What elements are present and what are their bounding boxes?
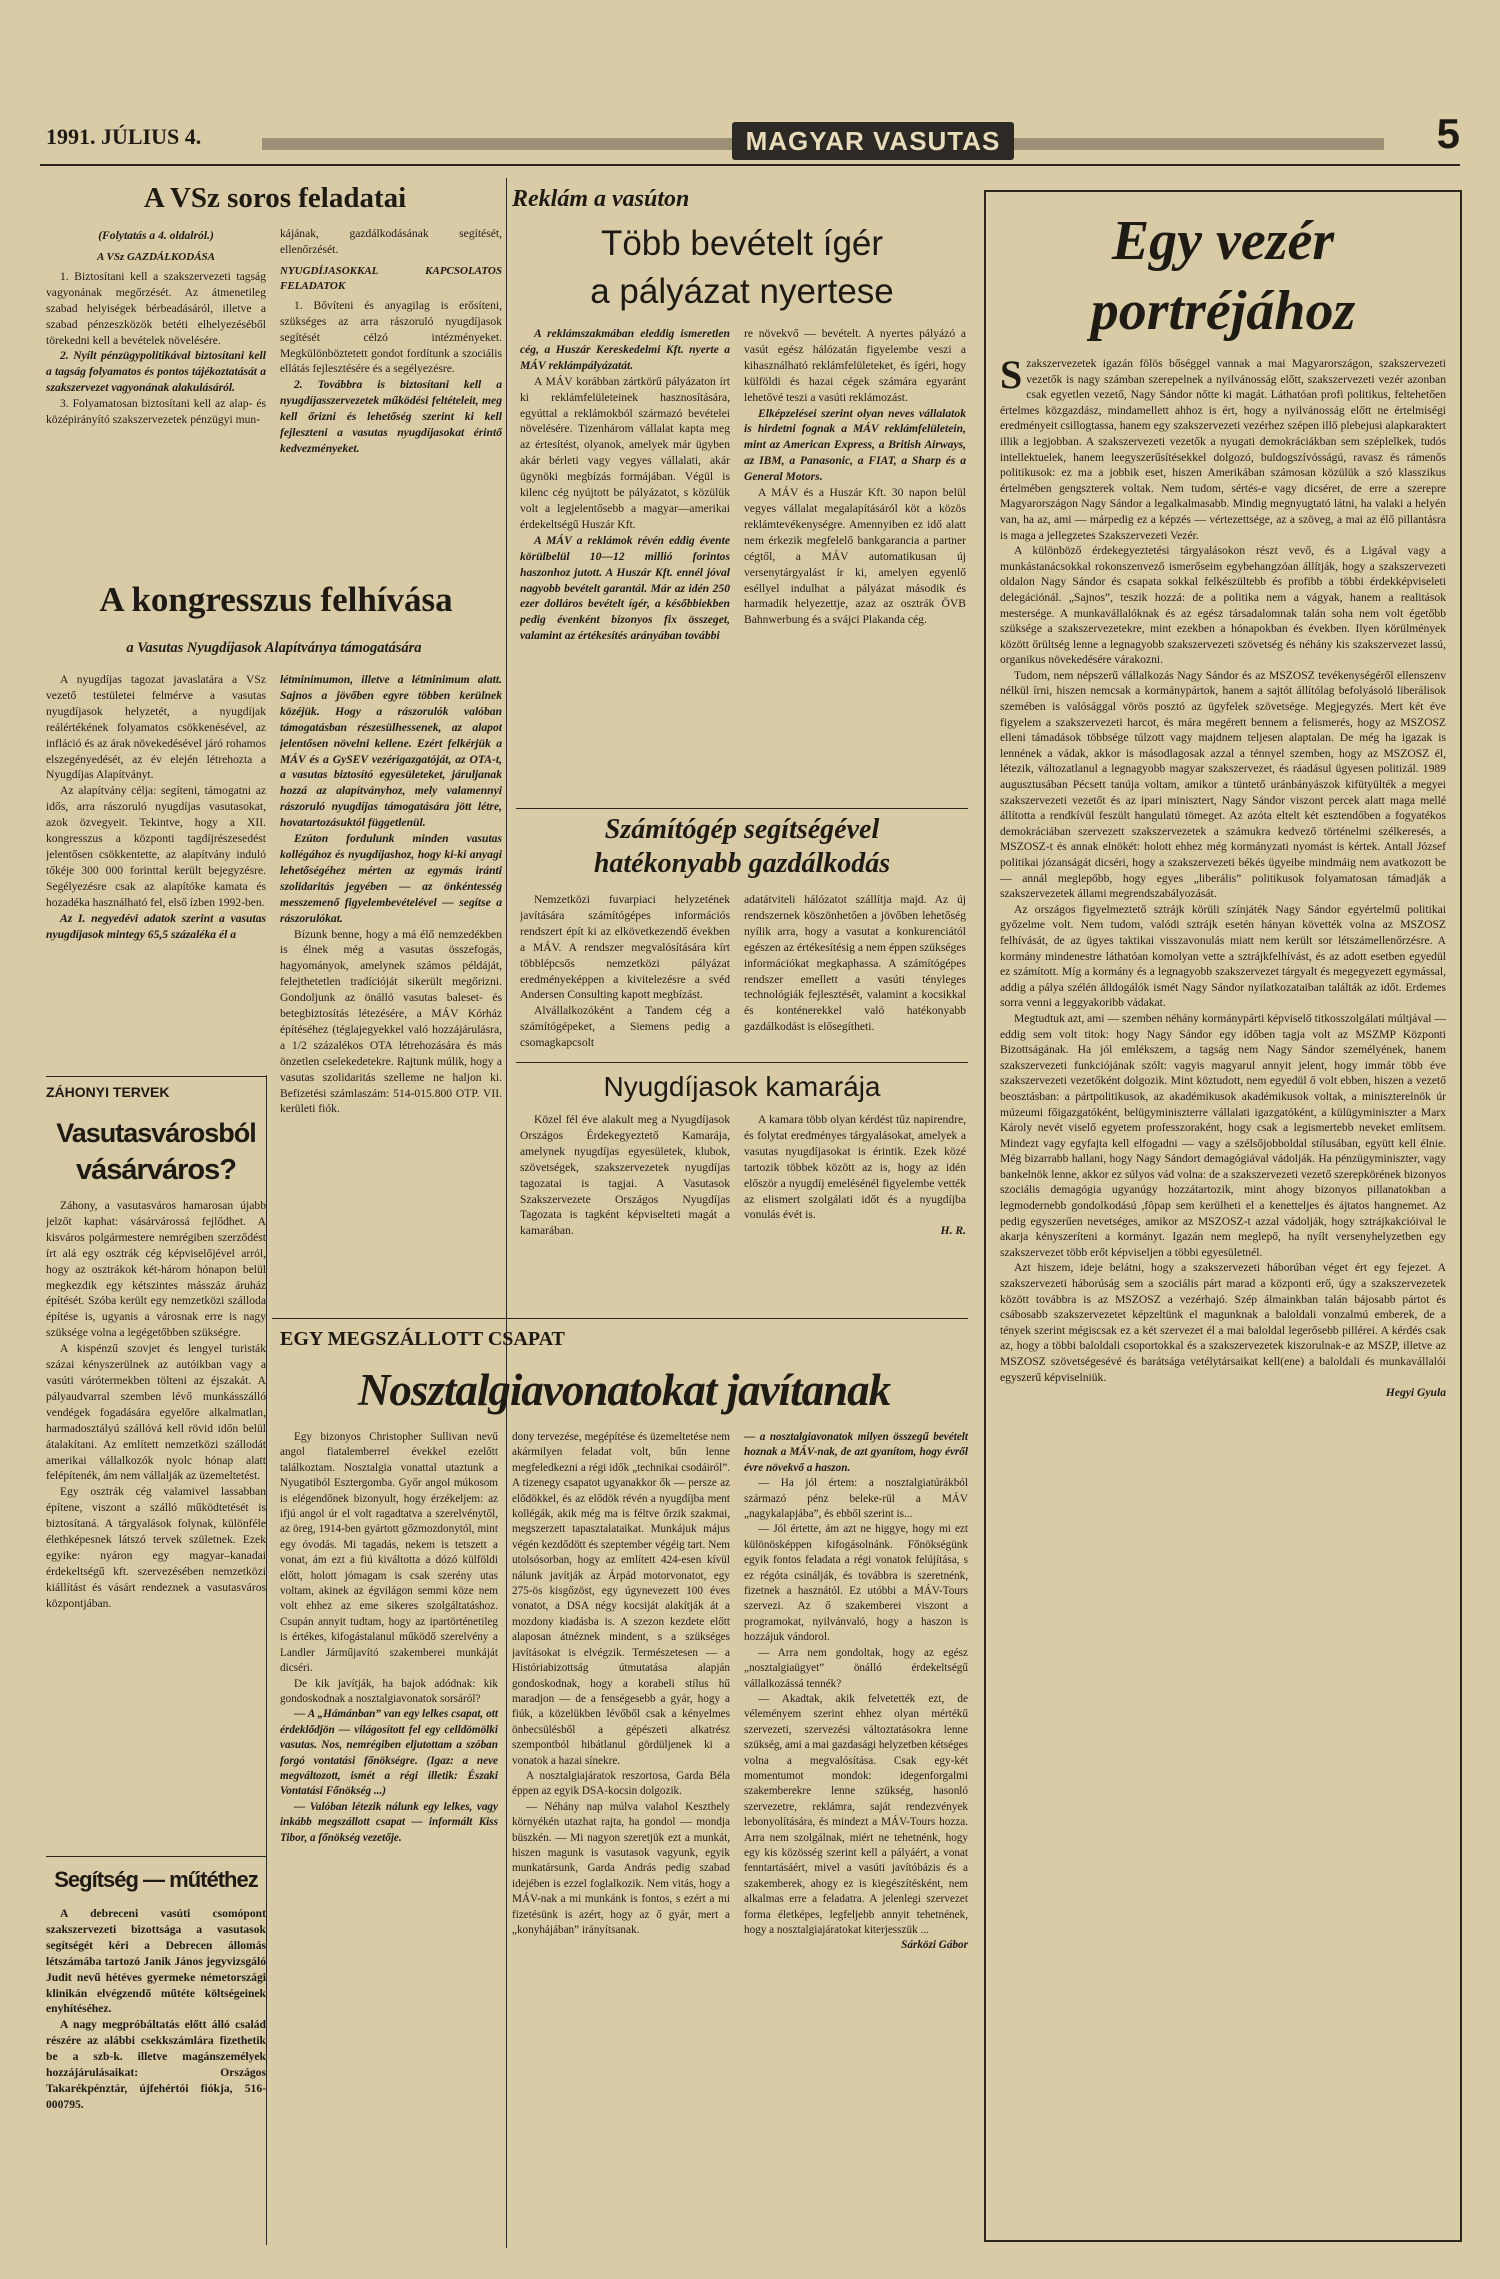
article1-col2-p2: 1. Bővíteni és anyagilag is erősíteni, szükséges az arra rászoruló nyugdíjasok segítését célzó intézményeket. Megkülönböztetett gondot fordítunk a szociális ellátás fejlesztésére és a segélyezésre. — [280, 298, 502, 376]
article8-column-1 — [280, 1430, 498, 2240]
article1-column-2 — [280, 226, 502, 536]
issue-date: 1991. JÚLIUS 4. — [46, 124, 202, 149]
article5-col1-p1: A reklámszakmában eleddig ismeretlen cég, a Huszár Kereskedelmi Kft. nyerte a MÁV reklámpályázatát. — [520, 327, 730, 372]
article1-col2-p3: 2. Továbbra is biztosítani kell a nyugdíjasszervezetek működési feltételeit, meg kell őrizni és lehetőség szerint ki kell fejleszteni a vasutas nyugdíjasokat érintő kedvezményeket. — [280, 378, 502, 455]
article8-col3-p3: — Jól értette, ám azt ne higgye, hogy mi ezt különösképpen kifogásolnánk. Főnökségünk egyik fontos feladata a régi vonatok felújítása, s ez régóta csinálják, és továbbra is szeretnénk, fizetnek a hasznától. Ez utóbbi a MÁV-Tours szervezi. Az ő szakemberei viszont a programokat, nyilvánvaló, hogy a haszon is hozzájuk vándorol. — [744, 1523, 968, 1644]
header-rule-left — [262, 138, 732, 150]
article8-col3-p5: — Akadtak, akik felvetették ezt, de véleményem szerint ehhez olyan mértékű szervezeti, szervezési változtatásokra lenne szükség, ami a mai gazdasági helyzetben kétséges volna a megvalósítása. Csak egy-két momentumot mondok: idegenforgalmi szakemberekre lenne szükség, hasonló szervezetre, reklámra, saját rendezvények lebonyolítására, és mindezt a MÁV-Tours hozza. Arra nem szolgálnak, miért ne tehetnénk, hogy egy kis közösség szerint kell a pályáért, a vonat fenntartásáért, mivel a vasúti javítóbázis és a szakemberek, ahogy ez is kiegészítésként, nem alkalmas erre a feladatra. A jelenlegi szervezet forma életképes, legfeljebb annyit tehetnének, hogy a nosztalgiajáratokat kiterjesszük ... — [744, 1692, 968, 1936]
article6-col1-p2: Alvállalkozóként a Tandem cég a számítógépeket, a Siemens pedig a csomagkapcsolt — [520, 1004, 730, 1050]
header-divider — [40, 164, 1460, 166]
article8-column-3 — [744, 1430, 968, 2240]
article1-subhead-2: NYUGDÍJASOKKAL KAPCSOLATOS FELADATOK — [280, 264, 502, 292]
article5-column-1 — [520, 326, 730, 800]
article5-title-line2: a pályázat nyertese — [590, 272, 894, 311]
article8-col2-p2: A nosztalgiajáratok reszortosa, Garda Béla éppen az egyik DSA-kocsin dolgozik. — [512, 1769, 730, 1798]
article3-title-line1: Vasutasvárosból — [56, 1118, 256, 1148]
article9-p6: Azt hiszem, ideje belátni, hogy a szakszervezeti háborúban véget ért egy fejezet. A szakszervezeti háborúság sem a szociális párt marad a központi erő, úgy a szakszervezetek között továbbra is az MSZOSZ a vezérhajó. Szép álmainkban talán bájosabb pártot és csábosabb szakszervezetet képzeltünk el magunknak a baloldali vonzalmú emberek, de a tények szerint mégiscsak ez a két szervezet él a mai baloldal legerősebb pillérei. A kérdés csak az, hogy a többi baloldali csoportokkal és a szakszervezetek kiszorulnak-e az MSZP, illetve az MSZOSZ szövetségesévé és barátsága vetélytársaikat kell(ene) a baloldali és munkavállalói egyszerű képviselniük. — [1000, 1261, 1446, 1384]
article1-subhead-1: A VSz GAZDÁLKODÁSA — [97, 250, 215, 263]
article2-col1-p1: A nyugdíjas tagozat javaslatára a VSz vezető testületei felmérve a vasutas nyugdíjasok helyzetét, a nyugdíjak reálértékének folyamatos csökkenésével, az infláció és az árak növekedésével járó rohamos elszegényedését, az év elején létrehozta a Nyugdíjas Alapítványt. — [46, 673, 266, 782]
article8-col3-p1: — a nosztalgiavonatok milyen összegű bevételt hoznak a MÁV-nak, de azt gyanítom, hogy évről évre növekvő a haszon. — [744, 1431, 968, 1474]
article6-col2-p1: adatátviteli hálózatot szállítja majd. Az új rendszernek köszönhetően a jövőben lehetőség nyílik arra, hogy a vasutat a konkurenciától egészen az értékesítésig a nem éppen szükséges információkat megkaphassa. A számítógépes rendszer emellett a vasúti tényleges technológiák fejlesztését, valamint a kocsikkal és konténerekkel való hatékonyabb gazdálkodást is elősegítheti. — [744, 893, 966, 1034]
article9-body — [1000, 356, 1446, 2226]
article2-title: A kongresszus felhívása — [99, 580, 453, 619]
article8-kicker: EGY MEGSZÁLLOTT CSAPAT — [280, 1328, 565, 1350]
article2-col1-p3: Az I. negyedévi adatok szerint a vasutas nyugdíjasok mintegy 65,5 százaléka él a — [46, 911, 266, 941]
article2-col2-p1: létminimumon, illetve a létminimum alatt. Sajnos a jövőben egyre többen kerülnek közéjük. Hogy a rászorulók valóban támogatásban részesülhessenek, az alapot jelentősen növelni kellene. Ezért felkérjük a MÁV és a GySEV vezérigazgatóját, az OTA-t, a vasutas biztosító egyesületeket, járuljanak hozzá az alapítványhoz, mely valamennyi rászoruló nyugdíjas támogatására jött létre, hovatartozásuktól függetlenül. — [280, 673, 502, 830]
article1-continued: (Folytatás a 4. oldalról.) — [98, 229, 214, 242]
article5-col2-p1: re növekvő — bevételt. A nyertes pályázó a vasút egész hálózatán figyelembe veszi a kihasználható reklámfelületeket, és ígéri, hogy külföldi és hazai cégek számára egyaránt lehetővé teszi a vasúti reklámozást. — [744, 327, 966, 404]
article9-p1: zakszervezetek igazán fölös bőséggel vannak a mai Magyarországon, szakszervezeti vezetők is nagy számban szerepelnek a nyilvánosság előtt, szakszervezeti vezér azonban csak egyetlen vezető, Nagy Sándor nőtte ki magát. Láthatóan profi politikus, feltehetően értelmes közgazdász, mindamellett ahhoz is ért, hogy a nyilvánosság előtt ne értelmiségi eredményeit csillogtassa, hanem egy szakszervezeti vezérhez szépen illő plebejusi alapkaraktert illik a legjobban. A szakszervezeti vezetők a nyugati demokráciákban sem széplelkek, tudós intellektuelek, hanem leegyszerűsítésekkel dolgozó, buldogszívósságú, ravasz és rámenős politikusok: ez ma a jobbik eset, hiszen Amerikában számosan közülük a szó klasszikus értelmében gengszterek voltak. Nem tudom, sértés-e vagy dicséret, de erre a szerepre Magyarországon Nagy Sándor a legalkalmasabb. Mindig megnyugtató látni, ha valaki a helyén van, ha az, ami — márpedig ez a képzés — vértezettsége, az a szöveg, a mai az élő pillantásra is maga a jellegzetes Szakszervezeti Vezér. — [1000, 357, 1446, 542]
article6-rule — [516, 808, 968, 809]
article7-col2-p1: A kamara több olyan kérdést tűz napirendre, és folytat eredményes tárgyalásokat, amelyek a vasutas nyugdíjasokat is érintik. Ezek közé tartozik többek között az is, hogy az idén először a nyugdíj emelésénél figyelembe vették az elismert szolgálati időt és a nyugdíjba vonulás évét is. — [744, 1113, 966, 1222]
article4-p1: A debreceni vasúti csomópont szakszervezeti bizottsága a vasutasok segítségét kéri a Debrecen állomás létszámába tartozó Janik János jegyvizsgáló Judit nevű hétéves gyermeke németországi klinikán elvégzendő műtéte költségeinek enyhítéséhez. — [46, 1907, 266, 2016]
article9-p2: A különböző érdekegyeztetési tárgyalásokon részt vevő, és a Ligával vagy a munkástanácsokkal rokonszenvező ismerőseim egybehangzóan állítják, hogy a szakszervezeti oldalon Nagy Sándor és csapata sokkal felkészültebb és profibb a többi érdekképviseleti delegációnál. „Sajnos”, teszik hozzá: de a politika nem a vágyak, hanem a realitások mestersége. A munkavállalóknak és az egész társadalomnak talán soha nem volt égetőbb szüksége a szakszervezetekre, mint ezekben a hónapokban és években. Ilyen körülmények között őrültség lenne a legnagyobb szakszervezeti szövetség és néhány kis szakszervezet lassú, organikus növekedésére várakozni. — [1000, 544, 1446, 667]
article3-p2: A kispénzű szovjet és lengyel turisták százai kényszerülnek az autóikban vagy a vasúti várótermekben tölteni az éjszakát. A pályaudvarral szemben lévő munkásszálló vendégek fogadására egyelőre alkalmatlan, harmadosztályú szállóvá kell rövid időn belül átalakítani. Az említett nemzetközi szállodát amerikai vállalkozók nyolc hónap alatt felépítenék, ám nem vállalják az üzemeltetést. — [46, 1342, 266, 1483]
article4-title: Segítség — műtéthez — [54, 1867, 258, 1892]
article2-column-2 — [280, 672, 502, 1322]
article8-col1-p2: De kik javítják, ha bajok adódnak: kik gondoskodnak a nosztalgiavonatok sorsáról? — [280, 1677, 498, 1705]
article5-title-line1: Több bevételt ígér — [600, 224, 884, 263]
article2-column-1 — [46, 672, 266, 1090]
article5-kicker: Reklám a vasúton — [512, 186, 690, 212]
article7-signature: H. R. — [940, 1224, 966, 1238]
article5-col2-p2: Elképzelései szerint olyan neves vállalatok is hirdetni fognak a MÁV reklámfelületein, mint az American Express, a British Airways, az IBM, a Panasonic, a FIAT, a Sharp és a General Motors. — [744, 406, 966, 484]
article8-col2-p1: dony tervezése, megépítése és üzemeltetése nem akármilyen feladat volt, bűn lenne megfeledkezni a régi idők „technikai csodáiról”. A tizenegy csapatot ugyanakkor ők — persze az elődökkel, és az elődök révén a nyugdíjba ment kollégák, akik még ma is féltve őrzik szakmai, megszerzett tapasztalataikat. Munkájuk május végén kezdődött és szeptember végéig tart. Nem utolsósorban, hogy az említett 424-esen kívül nálunk javítják az Árpád motorvonatot, egy 275-ös kisgőzöst, egy úgynevezett 100 éves vonatot, a DSA négy kocsiját alakítják át a mozdony kiadásba is. A szezon kezdete előtt alaposan átnéznek mindent, s a szükséges javításokat is elvégzik. Természetesen — a Históriabizottság útmutatása alapján gondoskodnak, hogy a korabeli stílus hű maradjon — de a fenségesebb a gyár, hogy a fiúk, a közelükben lévőből csak a kényelmes önbecsülésből a gépészeti alkatrész szempontból hibátlanul gördüljenek ki a vonatok a hazai sínekre. — [512, 1431, 730, 1767]
page-number: 5 — [1436, 110, 1460, 157]
masthead: MAGYAR VASUTAS — [732, 122, 1014, 160]
article3-p3: Egy osztrák cég valamivel lassabban építene, viszont a szálló működtetését is biztosítaná. A tárgyalások folynak, különféle élethképesnek látszó tervek születnek. Ezek egyike: nyáron egy magyar–kanadai érdekeltségű kft. szervezésében nemzetközi kiállítást és vásárt rendeznek a vasutasváros központjában. — [46, 1485, 266, 1610]
article3-body — [46, 1198, 266, 1838]
article7-column-2 — [744, 1112, 966, 1262]
article9-p4: Az országos figyelmeztető sztrájk körüli színjáték Nagy Sándor egyértelmű politikai győzelme volt. Nem tudom, valódi sztrájk esetén hányan követték volna az MSZOSZ felhívását, de az ügyes taktikai visszavonulás miatt nem került sor létszámellenőrzésre. A kormány mindenestre láthatóan komolyan vette a sztrájkfelhívást, és az adott esetben egyedül ez számított. Míg a kormány és a legnagyobb szakszervezet tárgyalt és megegyezett egymással, addig a pálya szélén álldogálók ismét Nagy Sándor nyilatkozataiban találták az időt. Erdemes sorra venni a leggyakoribb vádakat. — [1000, 902, 1446, 1010]
column-rule-2 — [266, 1075, 267, 2245]
article1-p2: 2. Nyílt pénzügypolitikával biztosítani kell a tagság folyamatos és pontos tájékoztatását a szakszervezet vagyonának alakulásáról. — [46, 349, 266, 395]
article7-rule — [516, 1062, 968, 1063]
article8-signature: Sárközi Gábor — [901, 1939, 968, 1952]
article8-title: Nosztalgiavonatokat javítanak — [357, 1365, 891, 1415]
article8-col3-p4: — Arra nem gondoltak, hogy az egész „nosztalgiaügyet” önálló érdekeltségű vállalkozássá tennék? — [744, 1646, 968, 1690]
article3-title-line2: vásárváros? — [76, 1154, 236, 1186]
article9-p5: Megtudtuk azt, ami — szemben néhány kormánypárti képviselő titkosszolgálati múltjával — eddig sem volt titok: hogy Nagy Sándor egy időben tagja volt az MSZMP Központi Bizottságának. Ha jól emlékszem, a tagság nem Nagy Sándor személyének, hanem szakszervezeti funkciójának szólt: vagyis magyarul annyit jelent, hogy immár több éve szakszervezeti vezetőként dolgozik. Mint köztudott, nem egyedül ő volt ebben, hiszen a vezető beosztásban: a pártpolitikusok, az akadémikusok akadémikusok voltak, a miniszterelnök úr múzeumi főigazgatóként, belügyminiszterre vállalati igazgatóként, a külügyminiszter a Marx Károly nevét viselő egyetem professzoraként, hogy csak a legismertebb neveket említsem. Mindezt vagy egyfajta kell elfogadni — vagy a szélsőjobboldal stílusában, együtt kell élnie. Még bizarrabb hallani, hogy Nagy Sándort demagógiával vádolják. Ha pénzügyminiszter, vagy bankelnök lenne, akkor ez súlyos vád volna: de a szakszervezeti vezető szerepkörének bizonyos szociális demagógia ugyanúgy hozzátartozik, mint ahogy bizonyos pillanatokban a legmodernebb gondolkodású ,fôpap sem kerülheti el a kenetteljes és ájtatos hangnemet. Az pedig egyszerűen nevetséges, amikor az MSZOSZ-t azzal vádolják, hogy sztrájkakcióival le akarja kényszeríteni a kormányt. Igazán nem meglepő, ha nyílt versenyhelyzetben egy szakszervezet több erőt képviseljen a többi egyesületnél. — [1000, 1011, 1446, 1259]
article8-col1-p3: — A „Hámánban” van egy lelkes csapat, ott érdeklődjön — világosított fel egy celldömölki vasutas. Nos, nemrégiben eljutottam a szóban forgó vontatási főnökségre. (Igaz: a neve megváltozott, ismét a régi illetik: Északi Vontatási Főnökség ...) — [280, 1708, 498, 1798]
article1-p3: 3. Folyamatosan biztosítani kell az alap- és középirányító szakszervezetek pénzügyi mun- — [46, 397, 266, 427]
article6-title-line1: Számítógép segítségével — [604, 814, 880, 845]
article8-column-2 — [512, 1430, 730, 2240]
article3-rule — [46, 1076, 266, 1077]
article6-title-line2: hatékonyabb gazdálkodás — [593, 848, 891, 879]
article1-col2-p1: kájának, gazdálkodásának segítését, ellenőrzését. — [280, 227, 502, 256]
article4-rule — [46, 1856, 266, 1857]
article8-col3-p2: — Ha jól értem: a nosztalgiatúrákból származó pénz beleke-rül a MÁV „nagykalapjába”, és ebből szerint is... — [744, 1477, 968, 1521]
article7-column-1 — [520, 1112, 730, 1262]
article2-col2-p2: Ezúton fordulunk minden vasutas kollégához és nyugdíjashoz, hogy ki-ki anyagi lehetőségéhez mérten az egymás iránti szolidaritás jegyében — az önkéntesség messzemenő figyelembevételével — segítse a rászorulókat. — [280, 832, 502, 925]
article3-kicker: ZÁHONYI TERVEK — [46, 1084, 170, 1100]
article9-signature: Hegyi Gyula — [1385, 1386, 1446, 1400]
article9-title-line1: Egy vezér — [1111, 210, 1335, 272]
header-rule-right — [1014, 138, 1384, 150]
article2-col1-p2: Az alapítvány célja: segíteni, támogatni az idős, arra rászoruló nyugdíjas vasutasokat, azok özvegyeit. Tekintve, hogy a XII. kongresszus a központi tagdíjrészesedést jelentősen csökkentette, az alapítvány induló tőkéje 300 000 forinttal került bejegyzésre. Segélyezésre csak az alapítóke kamata és hozadéka használható fel, első ízben 1992-ben. — [46, 784, 266, 909]
article4-body — [46, 1906, 266, 2236]
article9-title-line2: portréjához — [1090, 280, 1356, 342]
article1-column-1 — [46, 226, 266, 536]
article4-p2: A nagy megpróbáltatás előtt álló család részére az alábbi csekkszámlára fizethetik be a szb-k. illetve magánszemélyek hozzájárulásaikat: Országos Takarékpénztár, újfehértói fiókja, 516-000795. — [46, 2018, 266, 2111]
article9-dropcap: S — [1000, 356, 1023, 397]
article8-col1-p4: — Valóban létezik nálunk egy lelkes, vagy inkább megszállott csapat — informált Kiss Tibor, a főnökség vezetője. — [280, 1800, 498, 1844]
article9-p3: Tudom, nem népszerű vállalkozás Nagy Sándor és az MSZOSZ tevékenységéről ellenszenv nélkül írni, hiszen nemcsak a kormánypártok, hanem a sajtót állítólag befolyásoló liberálisok szemében is valósággal vörös posztó az ügyfelek szövetsége. Megjegyzés. Mert két éve figyelem a szakszervezeti harcot, és mára megérett bennem a felismerés, hogy az MSZOSZ elleni támadások többsége túlzott vagy majdnem teljesen alaptalan. De még ha igazak is lennének a vádak, akkor is másodlagosak azzal a ténnyel szemben, hogy az MSZOSZ él, létezik, változatlanul a legnagyobb magyar szakszervezet, és ráadásul ügyesen politizál. 1989 augusztusában Pécsett tanúja voltam, amikor a tüntető uránbányászok kifütyülték a megyei szakszervezeti vezetőt és az ipari minisztert, Nagy Sándor viszont percek alatt maga mellé állította a rendkívül feszült hangulatú tömeget. Az azóta eltelt két esztendőben a fogyatékos demokráciában szervezett szakszervezetek a számukra kedvező történelmi szélkeresés, a MSZOSZ-t és annak elnökét: holott ehhez még kormányzati nyomást is kértek. Antall József politikai józanságát dicséri, hogy a szakszervezeti békés ügyeibe mindmáig nem avatkozott be — annál meglepőbb, hogy egyes „liberális” politikusok folyamatosan támadják a szakszervezetek állami megrendszabályozását. — [1000, 668, 1446, 901]
column-rule-1 — [506, 178, 507, 2248]
article7-title: Nyugdíjasok kamarája — [603, 1071, 881, 1102]
article7-col1-p1: Közel fél éve alakult meg a Nyugdíjasok Országos Érdekegyeztető Kamarája, amelynek nyugdíjas egyesületek, klubok, szövetségek, szakszervezetek nyugdíjas tagozatai is tagjai. A Vasutasok Szakszervezete Országos Nyugdíjas Tagozata is tagként képviselteti magát a kamarában. — [520, 1113, 730, 1238]
article1-p1: 1. Biztosítani kell a szakszervezeti tagság vagyonának megőrzését. Az átmenetileg szabad helyiségek bérbeadásáról, illetve a szabad pénzeszközök betéti elhelyezéséből törekedni kell a bevételek növelésére. — [46, 269, 266, 347]
article8-col1-p1: Egy bizonyos Christopher Sullivan nevű angol fiatalemberrel évekkel ezelőtt találkoztam. Nosztalgia vonattal utaztunk a Nyugatiból Esztergomba. Győr angol múkosom is elégendőnek bizonyult, hogy érzékeljem: az ifjú angol úr el volt ragadtatva a szerelvénytől, az öreg, 1914-ben gyártott gőzmozdonytól, mint egy óvodás. Mi tagadás, nekem is tetszett a vonat, ám ezt a fiú kiváltotta a dózó külföldi előtt, holott jómagam is csak szerény utas voltam, akinek az égvilágon semmi köze nem volt ehhez az eme sikeres szolgáltatáshoz. Csupán annyit tudtam, hogy az ipartörténetileg is értékes, kifogástalanul működő szerelvény a Landler Járműjavító szakemberei munkáját dicséri. — [280, 1431, 498, 1675]
article5-col2-p3: A MÁV és a Huszár Kft. 30 napon belül vegyes vállalat megalapításáról köt a közös reklámtevékenységre. Amennyiben ez idő alatt nem érkezik megfelelő bankgarancia a partner cégtől, a MÁV automatikusan új versenytárgyalást ír ki, amelyen egyenlő eséllyel indulhat a pályázat második és harmadik helyezettje, azaz az osztrák ÖVB Bahnwerbung és a svájci Plakanda cég. — [744, 486, 966, 627]
article3-p1: Záhony, a vasutasváros hamarosan újabb jelzőt kaphat: vásárvárossá fejlődhet. A kisváros polgármestere nemrégiben szerződést írt alá egy osztrák cég képviselőjével arról, hogy az osztrákok két-három hónapon belül megkezdik egy kétszintes másszáz áruház építését. Szóba került egy nemzetközi szálloda építése is, ugyanis a városnak erre is nagy szüksége volna a legégetőbben szükségre. — [46, 1199, 266, 1340]
article5-col1-p2: A MÁV korábban zártkörű pályázaton írt ki reklámfelületeinek hasznosítására, egyúttal a reklámokból származó bevételei növelésére. Tizenhárom vállalat kapta meg az értesítést, olyanok, amelyek már ügyben akár bérleti vagy vegyes vállalati, akár ügynöki megbízás formájában. Végül is kilenc cég nyújtott be pályázatot, s közülük volt a legjelentősebb a magyar—amerikai érdekeltségű Huszár Kft. — [520, 374, 730, 531]
article2-subtitle: a Vasutas Nyugdíjasok Alapítványa támogatására — [126, 640, 422, 656]
article6-col1-p1: Nemzetközi fuvarpiaci helyzetének javítására számítógépes információs rendszert épít ki az elkövetkezendő években a MÁV. A rendszer megvalósítására kírt többlépcsős nemzetközi pályázat eredményeképpen a kivitelezésre a svéd Andersen Consulting kapott megbízást. — [520, 893, 730, 1002]
article5-col1-p3: A MÁV a reklámok révén eddig évente körülbelül 10—12 millió forintos haszonhoz jutott. A Huszár Kft. ennél jóval nagyobb bevételt garantál. Már az idén 250 ezer dolláros bevételt ígér, a későbbiekben pedig évenként bizonyos fix összeget, valamint az értékesítés arányában további — [520, 533, 730, 643]
article1-title: A VSz soros feladatai — [143, 182, 407, 214]
article5-column-2 — [744, 326, 966, 800]
article8-rule — [272, 1318, 968, 1319]
article8-col2-p3: — Néhány nap múlva valahol Keszthely környékén utazhat rajta, ha gondol — mondja büszkén. — Mi nagyon szeretjük ezt a munkát, hiszen magunk is vasutasok vagyunk, egyik munkatársunk, Garda András pedig szabad idejében is ezzel foglalkozik. Nem vitás, hogy a MÁV-nak a mi munkánk is fontos, s ezért a mi fizetésünk is azért, hogy az ő gyár, mert a „konyhájában” irányítsanak. — [512, 1800, 730, 1936]
article2-col2-p3: Bízunk benne, hogy a má élő nemzedékben is élnek még a vasutas összefogás, hagyományok, amelynek számos példáját, felejthetetlen tradícióját sikerült megőrizni. Gondoljunk az önálló vasutas baleset- és betegbiztosítás létezésére, a MÁV Kórház építéséhez (téglajegyekkel való hozzájárulásra, a 1/2 százalékos OTA létrehozására és más önzetlen cselekedetekre. Rajtunk múlik, hogy a vasutas szolidaritás szelleme ne haljon ki. Befizetési számlaszám: 514-015.800 OTP. VII. kerületi fiók. — [280, 927, 502, 1116]
